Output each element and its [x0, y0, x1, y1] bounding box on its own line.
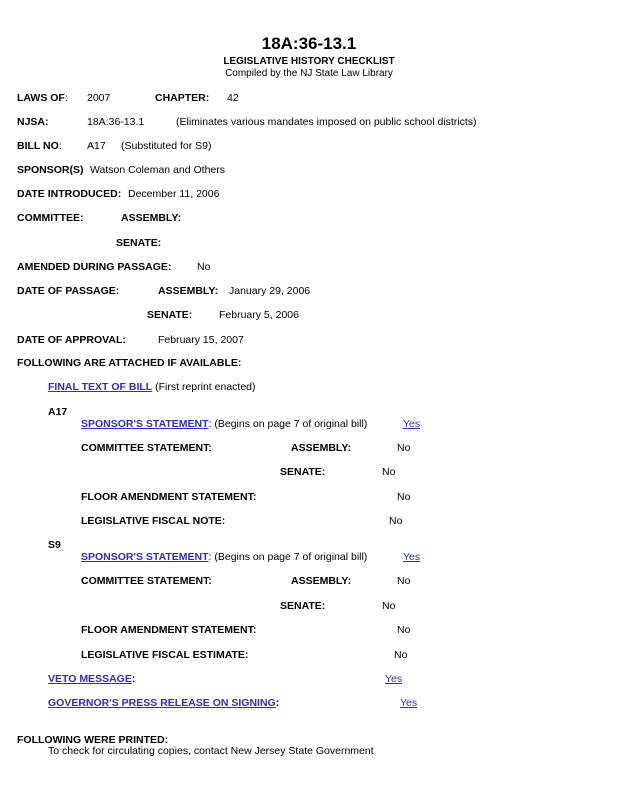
passage-assembly-label: ASSEMBLY: — [158, 285, 219, 297]
njsa-description: (Eliminates various mandates imposed on public school districts) — [176, 116, 477, 128]
s9-senate-label: SENATE: — [280, 600, 326, 612]
attached-heading: FOLLOWING ARE ATTACHED IF AVAILABLE: — [17, 357, 242, 369]
s9-committee-label: COMMITTEE STATEMENT: — [81, 575, 212, 587]
veto-message-link[interactable]: VETO MESSAGE — [48, 673, 132, 685]
page-title: 18A:36-13.1 — [261, 34, 357, 53]
s9-senate-value: No — [382, 600, 396, 612]
approval-label: DATE OF APPROVAL: — [17, 334, 126, 346]
s9-floor-label: FLOOR AMENDMENT STATEMENT: — [81, 624, 257, 636]
printed-heading: FOLLOWING WERE PRINTED: — [17, 734, 169, 746]
a17-committee-label: COMMITTEE STATEMENT: — [81, 442, 212, 454]
passage-senate-label: SENATE: — [147, 309, 193, 321]
bill-no-note: (Substituted for S9) — [121, 140, 212, 152]
amended-value: No — [197, 261, 211, 273]
a17-senate-value: No — [382, 466, 396, 478]
njsa-label: NJSA: — [17, 116, 49, 128]
press-row: GOVERNOR'S PRESS RELEASE ON SIGNING: — [48, 697, 280, 709]
bill-no-label: BILL NO: — [17, 140, 62, 152]
a17-sponsor-link[interactable]: SPONSOR'S STATEMENT — [81, 418, 209, 430]
s9-floor-value: No — [397, 624, 411, 636]
press-yes-link[interactable]: Yes — [400, 697, 418, 709]
compiled-by: Compiled by the NJ State Law Library — [225, 68, 393, 79]
a17-assembly-value: No — [397, 442, 411, 454]
page-subtitle: LEGISLATIVE HISTORY CHECKLIST — [223, 56, 395, 67]
veto-row: VETO MESSAGE: — [48, 673, 136, 685]
s9-fiscal-label: LEGISLATIVE FISCAL ESTIMATE: — [81, 649, 249, 661]
passage-label: DATE OF PASSAGE: — [17, 285, 120, 297]
laws-of-value: 2007 — [87, 92, 111, 104]
passage-senate-value: February 5, 2006 — [219, 309, 299, 321]
s9-sponsor-row — [81, 551, 367, 563]
a17-sponsor-row — [81, 418, 367, 430]
amended-label: AMENDED DURING PASSAGE: — [17, 261, 172, 273]
chapter-value: 42 — [227, 92, 239, 104]
a17-assembly-label: ASSEMBLY: — [291, 442, 352, 454]
bill-no-value: A17 — [87, 140, 106, 152]
a17-senate-label: SENATE: — [280, 466, 326, 478]
sponsors-value: Watson Coleman and Others — [90, 164, 226, 176]
a17-fiscal-label: LEGISLATIVE FISCAL NOTE: — [81, 515, 226, 527]
date-introduced-value: December 11, 2006 — [128, 188, 220, 200]
veto-yes-link[interactable]: Yes — [385, 673, 403, 685]
a17-sponsor-yes-link[interactable]: Yes — [403, 418, 421, 430]
laws-of-label: LAWS OF: — [17, 92, 68, 104]
a17-floor-value: No — [397, 491, 411, 503]
sponsors-label: SPONSOR(S) — [17, 164, 84, 176]
s9-assembly-value: No — [397, 575, 411, 587]
date-introduced-label: DATE INTRODUCED: — [17, 188, 122, 200]
final-text-link[interactable]: FINAL TEXT OF BILL — [48, 381, 153, 393]
a17-label: A17 — [48, 406, 68, 418]
s9-fiscal-value: No — [394, 649, 408, 661]
s9-sponsor-link[interactable]: SPONSOR'S STATEMENT — [81, 551, 209, 563]
committee-assembly-label: ASSEMBLY: — [121, 212, 182, 224]
printed-note: To check for circulating copies, contact New Jersey State Government — [48, 745, 374, 757]
s9-sponsor-note: : (Begins on page 7 of original bill) — [208, 551, 368, 563]
a17-fiscal-value: No — [389, 515, 403, 527]
final-text-note: (First reprint enacted) — [155, 381, 256, 393]
njsa-value: 18A:36-13.1 — [87, 116, 145, 128]
press-release-link[interactable]: GOVERNOR'S PRESS RELEASE ON SIGNING — [48, 697, 276, 709]
chapter-label: CHAPTER: — [155, 92, 210, 104]
s9-assembly-label: ASSEMBLY: — [291, 575, 352, 587]
s9-label: S9 — [48, 539, 61, 551]
committee-senate-label: SENATE: — [116, 237, 162, 249]
final-text-row — [48, 381, 256, 393]
committee-label: COMMITTEE: — [17, 212, 84, 224]
approval-value: February 15, 2007 — [158, 334, 244, 346]
a17-sponsor-note: : (Begins on page 7 of original bill) — [208, 418, 368, 430]
a17-floor-label: FLOOR AMENDMENT STATEMENT: — [81, 491, 257, 503]
passage-assembly-value: January 29, 2006 — [229, 285, 311, 297]
s9-sponsor-yes-link[interactable]: Yes — [403, 551, 421, 563]
